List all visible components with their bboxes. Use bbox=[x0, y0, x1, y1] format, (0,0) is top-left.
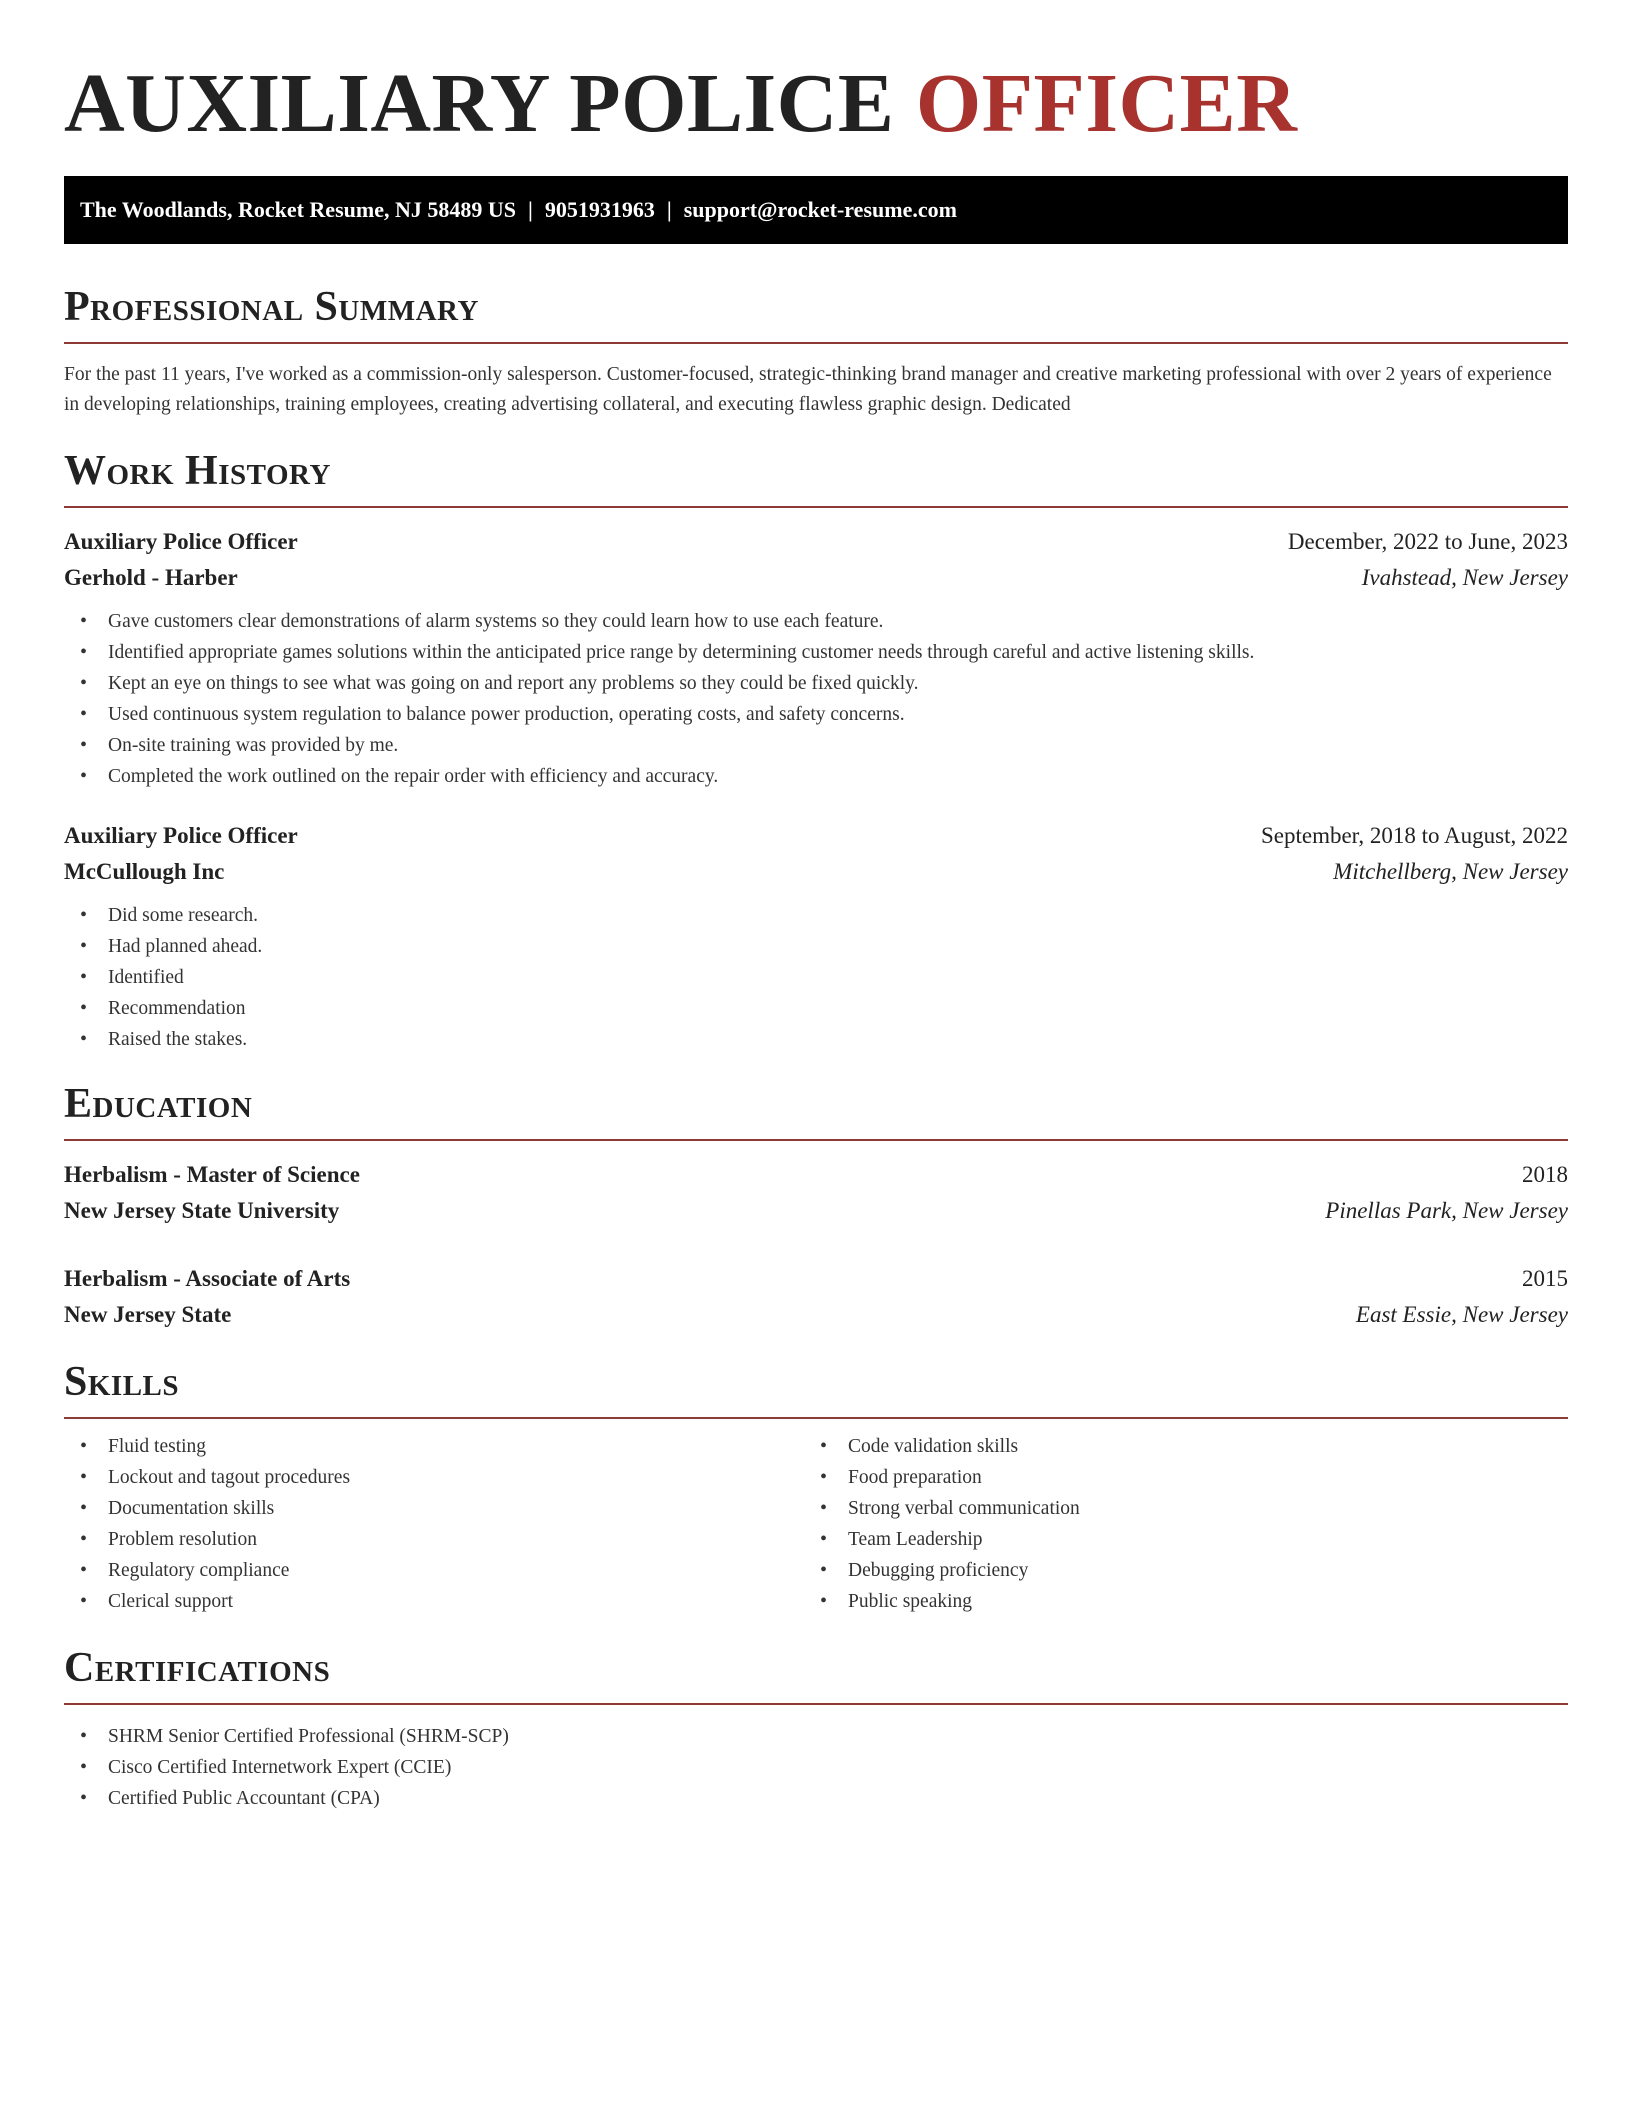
section-title-work-history: Work History bbox=[64, 446, 1568, 508]
summary-section bbox=[64, 282, 1568, 420]
list-item: • Did some research. bbox=[64, 900, 1568, 931]
list-item: • Certified Public Accountant (CPA) bbox=[64, 1783, 1568, 1814]
contact-address: The Woodlands, Rocket Resume, NJ 58489 US bbox=[80, 197, 516, 222]
education-degree: Herbalism - Master of Science bbox=[64, 1162, 360, 1187]
education-section bbox=[64, 1079, 1568, 1333]
list-item: • Regulatory compliance bbox=[64, 1555, 804, 1586]
list-item: • Recommendation bbox=[64, 993, 1568, 1024]
list-item: • Kept an eye on things to see what was going on and report any problems so they could be fixed quickly. bbox=[64, 668, 1568, 699]
job-location: Mitchellberg, New Jersey bbox=[1333, 859, 1568, 884]
skills-list-right bbox=[804, 1431, 1544, 1617]
job-bullets bbox=[64, 606, 1568, 792]
list-item: • Identified bbox=[64, 962, 1568, 993]
job-dates: December, 2022 to June, 2023 bbox=[1287, 529, 1568, 554]
list-item: • Code validation skills bbox=[804, 1431, 1544, 1462]
job-entry bbox=[64, 818, 1568, 1055]
education-location: East Essie, New Jersey bbox=[1355, 1302, 1568, 1327]
list-item: • Strong verbal communication bbox=[804, 1493, 1544, 1524]
section-title-skills: Skills bbox=[64, 1357, 1568, 1419]
list-item: • Team Leadership bbox=[804, 1524, 1544, 1555]
list-item: • Identified appropriate games solutions within the anticipated price range by determining customer needs through careful and active listening skills. bbox=[64, 637, 1568, 668]
contact-separator: | bbox=[666, 197, 672, 222]
education-degree: Herbalism - Associate of Arts bbox=[64, 1266, 351, 1291]
section-title-summary: Professional Summary bbox=[64, 282, 1568, 344]
list-item: • Cisco Certified Internetwork Expert (CCIE) bbox=[64, 1752, 1568, 1783]
job-dates: September, 2018 to August, 2022 bbox=[1260, 823, 1568, 848]
skills-grid bbox=[64, 1431, 1568, 1617]
list-item: • Completed the work outlined on the repair order with efficiency and accuracy. bbox=[64, 761, 1568, 792]
education-school: New Jersey State University bbox=[64, 1198, 340, 1223]
list-item: • Used continuous system regulation to balance power production, operating costs, and safety concerns. bbox=[64, 699, 1568, 730]
certifications-section bbox=[64, 1643, 1568, 1814]
list-item: • On-site training was provided by me. bbox=[64, 730, 1568, 761]
resume-title bbox=[64, 0, 1568, 150]
skills-section bbox=[64, 1357, 1568, 1617]
title-main: AUXILIARY POLICE bbox=[64, 57, 895, 150]
list-item: • Fluid testing bbox=[64, 1431, 804, 1462]
list-item: • Gave customers clear demonstrations of alarm systems so they could learn how to use each feature. bbox=[64, 606, 1568, 637]
list-item: • SHRM Senior Certified Professional (SHRM-SCP) bbox=[64, 1721, 1568, 1752]
skills-list-left bbox=[64, 1431, 804, 1617]
certifications-list bbox=[64, 1721, 1568, 1814]
list-item: • Clerical support bbox=[64, 1586, 804, 1617]
job-company: Gerhold - Harber bbox=[64, 565, 238, 590]
education-entry bbox=[64, 1261, 1568, 1333]
education-entry bbox=[64, 1157, 1568, 1229]
contact-separator: | bbox=[527, 197, 533, 222]
resume-page bbox=[64, 0, 1568, 1814]
education-year: 2018 bbox=[1522, 1162, 1568, 1187]
title-accent: OFFICER bbox=[915, 57, 1298, 150]
education-location: Pinellas Park, New Jersey bbox=[1325, 1198, 1568, 1223]
list-item: • Raised the stakes. bbox=[64, 1024, 1568, 1055]
job-bullets bbox=[64, 900, 1568, 1055]
job-company: McCullough Inc bbox=[64, 859, 225, 884]
section-title-education: Education bbox=[64, 1079, 1568, 1141]
contact-phone: 9051931963 bbox=[544, 197, 655, 222]
job-title: Auxiliary Police Officer bbox=[64, 823, 298, 848]
summary-text: For the past 11 years, I've worked as a commission-only salesperson. Customer-focused, strategic-thinking brand manager and creative marketing professional with over 2 years of experience in developing relationships, training employees, creating advertising collateral, and executing flawless graphic design. Dedicated bbox=[64, 364, 1552, 415]
list-item: • Debugging proficiency bbox=[804, 1555, 1544, 1586]
section-title-certifications: Certifications bbox=[64, 1643, 1568, 1705]
contact-email: support@rocket-resume.com bbox=[683, 197, 957, 222]
list-item: • Lockout and tagout procedures bbox=[64, 1462, 804, 1493]
list-item: • Food preparation bbox=[804, 1462, 1544, 1493]
contact-bar bbox=[64, 176, 1568, 244]
job-location: Ivahstead, New Jersey bbox=[1361, 565, 1568, 590]
list-item: • Had planned ahead. bbox=[64, 931, 1568, 962]
work-history-section bbox=[64, 446, 1568, 1055]
list-item: • Documentation skills bbox=[64, 1493, 804, 1524]
education-school: New Jersey State bbox=[64, 1302, 232, 1327]
job-title: Auxiliary Police Officer bbox=[64, 529, 298, 554]
education-year: 2015 bbox=[1522, 1266, 1568, 1291]
list-item: • Problem resolution bbox=[64, 1524, 804, 1555]
list-item: • Public speaking bbox=[804, 1586, 1544, 1617]
job-entry bbox=[64, 524, 1568, 792]
